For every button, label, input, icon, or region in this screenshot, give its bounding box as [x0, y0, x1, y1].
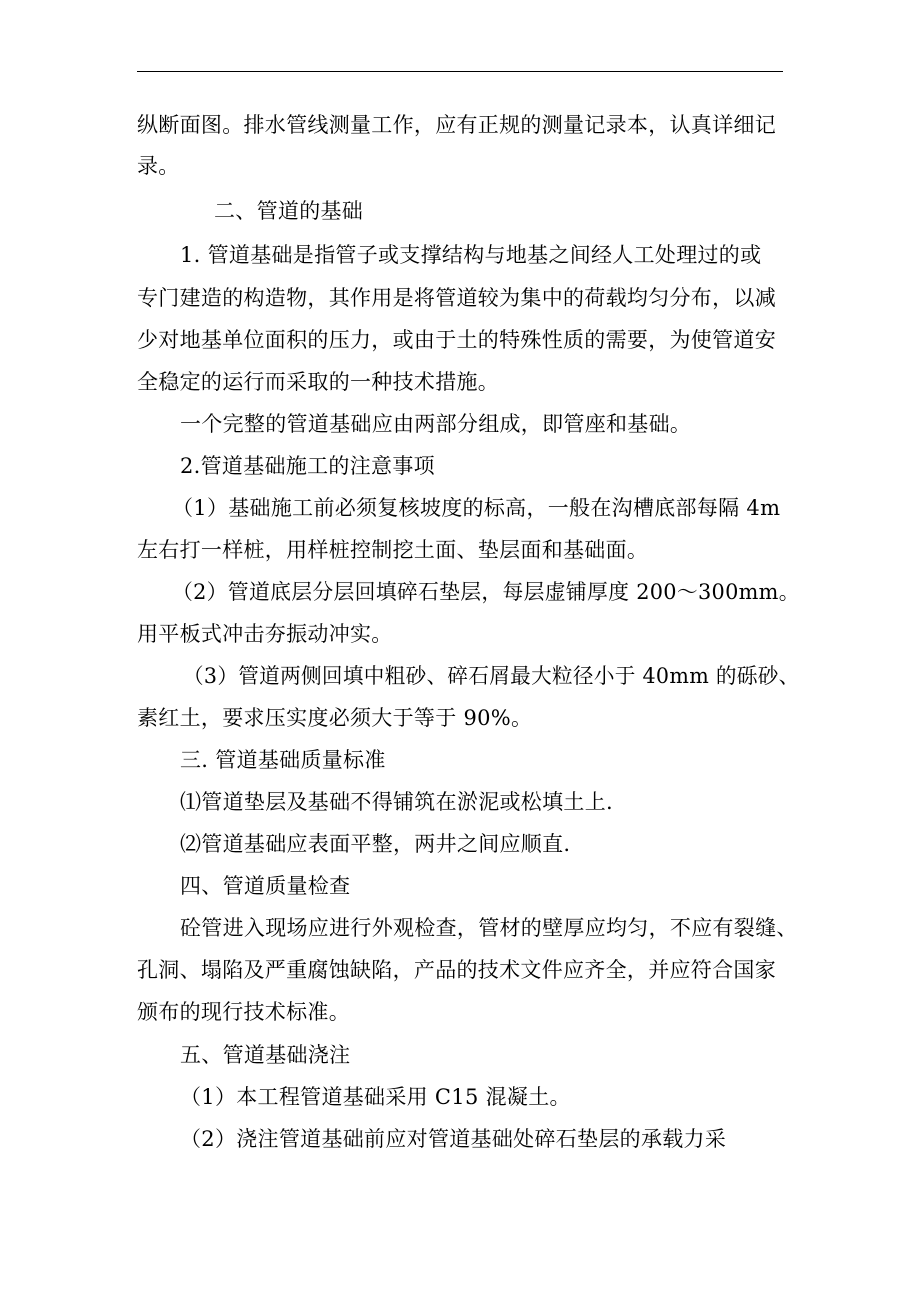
text-line: （3）管道两侧回填中粗砂、碎石屑最大粒径小于 40mm 的砾砂、: [183, 664, 800, 688]
text-line: 少对地基单位面积的压力，或由于土的特殊性质的需要，为使管道安: [137, 328, 776, 352]
text-line: 录。: [137, 154, 180, 178]
text-line: 砼管进入现场应进行外观检查，管材的壁厚应均匀，不应有裂缝、: [180, 916, 798, 940]
text-line: ⑵管道基础应表面平整，两井之间应顺直.: [180, 832, 571, 856]
section-heading: 三. 管道基础质量标准: [180, 748, 386, 772]
text-line: 左右打一样桩，用样桩控制挖土面、垫层面和基础面。: [137, 538, 649, 562]
header-rule: [137, 71, 783, 72]
text-line: 专门建造的构造物，其作用是将管道较为集中的荷载均匀分布，以减: [137, 286, 776, 310]
text-line: 颁布的现行技术标准。: [137, 1000, 350, 1024]
section-heading: 二、管道的基础: [214, 199, 364, 223]
text-line: 用平板式冲击夯振动冲实。: [137, 622, 393, 646]
text-line: 1. 管道基础是指管子或支撑结构与地基之间经人工处理过的或: [180, 243, 762, 267]
text-line: 全稳定的运行而采取的一种技术措施。: [137, 370, 500, 394]
text-line: （2）浇注管道基础前应对管道基础处碎石垫层的承载力采: [180, 1127, 727, 1151]
section-heading: 四、管道质量检查: [180, 874, 351, 898]
text-line: ⑴管道垫层及基础不得铺筑在淤泥或松填土上.: [180, 790, 613, 814]
section-heading: 2.管道基础施工的注意事项: [180, 454, 435, 478]
text-line: 一个完整的管道基础应由两部分组成，即管座和基础。: [180, 412, 692, 436]
text-line: 孔洞、塌陷及严重腐蚀缺陷，产品的技术文件应齐全，并应符合国家: [137, 958, 776, 982]
text-line: 素红土，要求压实度必须大于等于 90%。: [137, 706, 533, 730]
text-line: （2）管道底层分层回填碎石垫层，每层虚铺厚度 200～300mm。: [172, 580, 800, 604]
text-line: （1）本工程管道基础采用 C15 混凝土。: [180, 1085, 571, 1109]
text-line: 纵断面图。排水管线测量工作，应有正规的测量记录本，认真详细记: [137, 113, 776, 137]
text-line: （1）基础施工前必须复核坡度的标高，一般在沟槽底部每隔 4m: [172, 496, 781, 520]
section-heading: 五、管道基础浇注: [180, 1043, 351, 1067]
